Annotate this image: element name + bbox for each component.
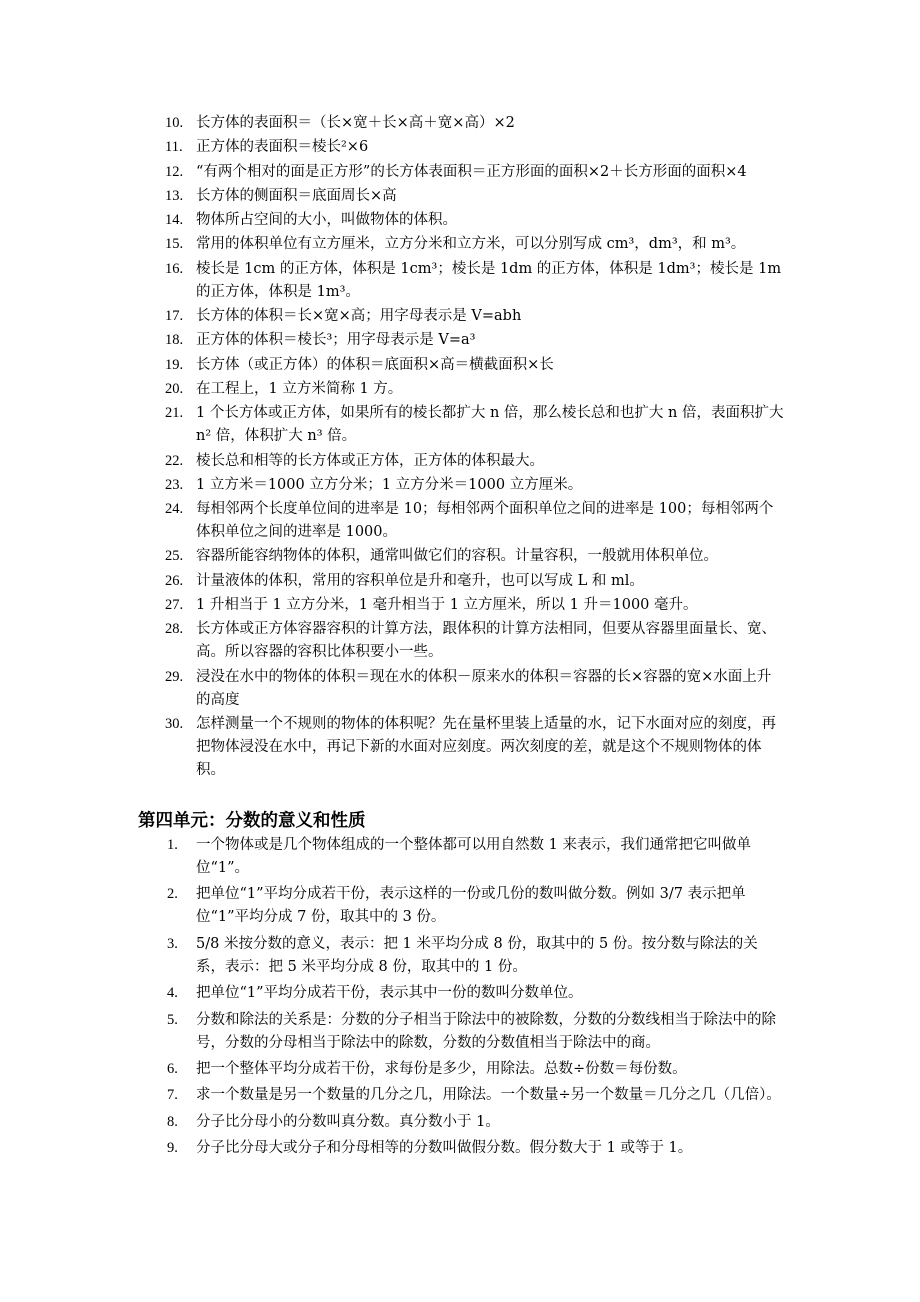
item-number: 7.: [167, 1087, 178, 1104]
item-text: 长方体或正方体容器容积的计算方法，跟体积的计算方法相同，但要从容器里面量长、宽、高。所以容器的容积比体积要小一些。: [196, 621, 776, 661]
item-number: 3.: [167, 935, 178, 952]
list-item: [0, 933, 784, 979]
item-number: 15.: [165, 236, 184, 253]
item-number: 20.: [165, 380, 184, 397]
volume-notes-list: [0, 112, 920, 783]
item-number: 29.: [165, 668, 184, 685]
list-item: [0, 1058, 784, 1081]
item-number: 5.: [167, 1011, 178, 1028]
list-item: [0, 161, 784, 184]
item-number: 17.: [165, 308, 184, 325]
item-number: 6.: [167, 1060, 178, 1077]
item-number: 21.: [165, 405, 184, 422]
item-text: 常用的体积单位有立方厘米，立方分米和立方米，可以分别写成 cm³，dm³，和 m³。: [196, 236, 746, 253]
list-item: [0, 498, 784, 544]
list-item: [0, 136, 784, 159]
item-text: 1 升相当于 1 立方分米，1 毫升相当于 1 立方厘米，所以 1 升＝1000 毫升。: [196, 597, 698, 614]
item-number: 2.: [167, 886, 178, 903]
item-number: 13.: [165, 187, 184, 204]
item-text: “有两个相对的面是正方形”的长方体表面积＝正方形面的面积×2＋长方形面的面积×4: [196, 163, 747, 180]
item-text: 1 个长方体或正方体，如果所有的棱长都扩大 n 倍，那么棱长总和也扩大 n 倍，表面积扩大 n² 倍，体积扩大 n³ 倍。: [196, 405, 784, 445]
section-heading: 第四单元：分数的意义和性质: [138, 811, 366, 831]
item-number: 23.: [165, 476, 184, 493]
list-item: [0, 450, 784, 473]
list-item: [0, 112, 784, 135]
item-text: 每相邻两个长度单位间的进率是 10；每相邻两个面积单位之间的进率是 100；每相邻两个体积单位之间的进率是 1000。: [196, 501, 774, 541]
list-item: [0, 329, 784, 352]
item-text: 在工程上，1 立方米简称 1 方。: [196, 380, 403, 397]
item-number: 30.: [165, 715, 184, 732]
item-text: 棱长总和相等的长方体或正方体，正方体的体积最大。: [196, 452, 544, 469]
item-text: 正方体的表面积＝棱长²×6: [196, 139, 369, 156]
list-item: [0, 570, 784, 593]
item-text: 浸没在水中的物体的体积＝现在水的体积－原来水的体积＝容器的长×容器的宽×水面上升的高度: [196, 668, 772, 708]
item-text: 怎样测量一个不规则的物体的体积呢？先在量杯里装上适量的水，记下水面对应的刻度，再把物体浸没在水中，再记下新的水面对应刻度。两次刻度的差，就是这个不规则物体的体积。: [196, 715, 776, 778]
item-number: 8.: [167, 1113, 178, 1130]
item-text: 长方体的体积＝长×宽×高；用字母表示是 V=abh: [196, 308, 522, 325]
item-text: 长方体的侧面积＝底面周长×高: [196, 187, 397, 204]
list-item: [0, 1111, 784, 1134]
item-number: 14.: [165, 212, 184, 229]
item-text: 求一个数量是另一个数量的几分之几，用除法。一个数量÷另一个数量＝几分之几（几倍）。: [196, 1087, 781, 1104]
list-item: [0, 1084, 784, 1107]
list-item: [0, 666, 784, 712]
list-item: [0, 594, 784, 617]
item-text: 计量液体的体积，常用的容积单位是升和毫升，也可以写成 L 和 ml。: [196, 572, 644, 589]
list-item: [0, 209, 784, 232]
list-item: [0, 474, 784, 497]
item-text: 一个物体或是几个物体组成的一个整体都可以用自然数 1 来表示，我们通常把它叫做单位“1”。: [196, 837, 751, 876]
fraction-notes-list: [0, 834, 920, 1164]
item-number: 18.: [165, 332, 184, 349]
item-number: 19.: [165, 356, 184, 373]
item-number: 16.: [165, 260, 184, 277]
item-number: 12.: [165, 163, 184, 180]
item-text: 把单位“1”平均分成若干份，表示其中一份的数叫分数单位。: [196, 985, 583, 1002]
list-item: [0, 618, 784, 664]
list-item: [0, 258, 784, 304]
list-item: [0, 1009, 784, 1055]
item-text: 容器所能容纳物体的体积，通常叫做它们的容积。计量容积，一般就用体积单位。: [196, 548, 718, 565]
item-number: 11.: [165, 139, 183, 156]
list-item: [0, 233, 784, 256]
list-item: [0, 185, 784, 208]
item-text: 1 立方米＝1000 立方分米；1 立方分米＝1000 立方厘米。: [196, 476, 583, 493]
item-number: 28.: [165, 621, 184, 638]
item-text: 分子比分母大或分子和分母相等的分数叫做假分数。假分数大于 1 或等于 1。: [196, 1140, 693, 1157]
item-number: 24.: [165, 501, 184, 518]
item-number: 25.: [165, 548, 184, 565]
item-text: 5/8 米按分数的意义，表示：把 1 米平均分成 8 份，取其中的 5 份。按分数与除法的关系，表示：把 5 米平均分成 8 份，取其中的 1 份。: [196, 935, 758, 975]
item-text: 把一个整体平均分成若干份，求每份是多少，用除法。总数÷份数＝每份数。: [196, 1060, 687, 1077]
item-number: 10.: [165, 115, 184, 131]
item-text: 长方体（或正方体）的体积＝底面积×高＝横截面积×长: [196, 356, 554, 373]
item-text: 物体所占空间的大小，叫做物体的体积。: [196, 212, 457, 229]
item-number: 1.: [167, 837, 178, 853]
item-text: 棱长是 1cm 的正方体，体积是 1cm³；棱长是 1dm 的正方体，体积是 1dm³；棱长是 1m 的正方体，体积是 1m³。: [196, 260, 782, 300]
item-number: 22.: [165, 452, 184, 469]
list-item: [0, 378, 784, 401]
list-item: [0, 713, 784, 782]
item-number: 26.: [165, 572, 184, 589]
list-item: [0, 883, 784, 929]
item-text: 分子比分母小的分数叫真分数。真分数小于 1。: [196, 1113, 500, 1130]
list-item: [0, 402, 784, 448]
list-item: [0, 982, 784, 1005]
item-text: 把单位“1”平均分成若干份，表示这样的一份或几份的数叫做分数。例如 3/7 表示把单位“1”平均分成 7 份，取其中的 3 份。: [196, 886, 746, 926]
item-number: 4.: [167, 985, 178, 1002]
item-number: 27.: [165, 597, 184, 614]
item-text: 正方体的体积＝棱长³；用字母表示是 V=a³: [196, 332, 476, 349]
list-item: [0, 354, 784, 377]
list-item: [0, 545, 784, 568]
item-text: 分数和除法的关系是：分数的分子相当于除法中的被除数，分数的分数线相当于除法中的除号，分数的分母相当于除法中的除数，分数的分数值相当于除法中的商。: [196, 1011, 776, 1051]
item-text: 长方体的表面积＝（长×宽＋长×高＋宽×高）×2: [196, 115, 515, 131]
list-item: [0, 305, 784, 328]
item-number: 9.: [167, 1140, 178, 1157]
list-item: [0, 834, 784, 880]
list-item: [0, 1137, 784, 1160]
